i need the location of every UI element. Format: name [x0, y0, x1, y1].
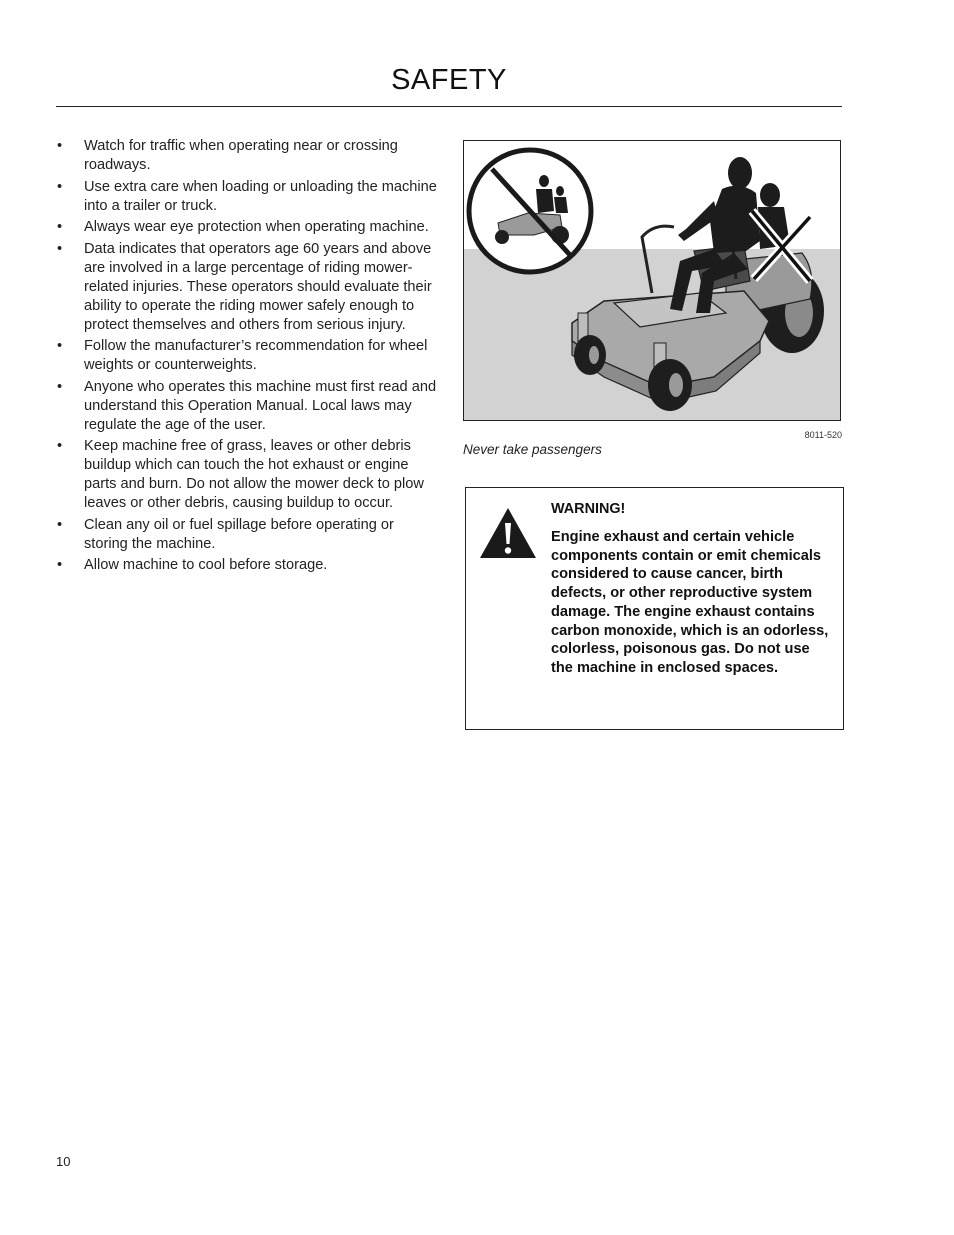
list-item: • Data indicates that operators age 60 years and above are involved in a large percentage of riding mower-related injuries. These operators should evaluate their ability to operate the riding mower safely enough to protect themselves and others from serious injury. — [56, 240, 441, 335]
figure-caption: Never take passengers — [463, 442, 602, 457]
no-passengers-illustration — [463, 140, 841, 421]
warning-triangle-icon — [478, 506, 538, 560]
safety-bullet-list — [56, 137, 441, 578]
mower-illustration — [464, 141, 840, 420]
page-title: SAFETY — [391, 64, 507, 96]
warning-text: Engine exhaust and certain vehicle components contain or emit chemicals considered to cause cancer, birth defects, or other reproductive system damage. The engine exhaust contains carbon monoxide, which is an odorless, colorless, poisonous gas. Do not use the machine in enclosed spaces. — [551, 529, 829, 676]
list-item: • Follow the manufacturer’s recommendation for wheel weights or counterweights. — [56, 337, 441, 375]
list-item: • Use extra care when loading or unloading the machine into a trailer or truck. — [56, 178, 441, 216]
list-item: • Allow machine to cool before storage. — [56, 556, 441, 575]
list-item: • Clean any oil or fuel spillage before operating or storing the machine. — [56, 516, 441, 554]
warning-box — [465, 487, 844, 730]
title-divider — [56, 106, 842, 107]
warning-heading: WARNING! — [551, 501, 626, 517]
list-item: • Anyone who operates this machine must first read and understand this Operation Manual. Local laws may regulate the age of the user. — [56, 378, 441, 435]
list-item: • Keep machine free of grass, leaves or other debris buildup which can touch the hot exhaust or engine parts and burn. Do not allow the mower deck to plow leaves or other debris, causing buildup to occur. — [56, 437, 441, 513]
no-passengers-prohibition-icon — [469, 150, 591, 272]
figure-code: 8011-520 — [804, 430, 842, 440]
page-number: 10 — [56, 1154, 71, 1169]
list-item: • Watch for traffic when operating near or crossing roadways. — [56, 137, 441, 175]
list-item: • Always wear eye protection when operating machine. — [56, 218, 441, 237]
